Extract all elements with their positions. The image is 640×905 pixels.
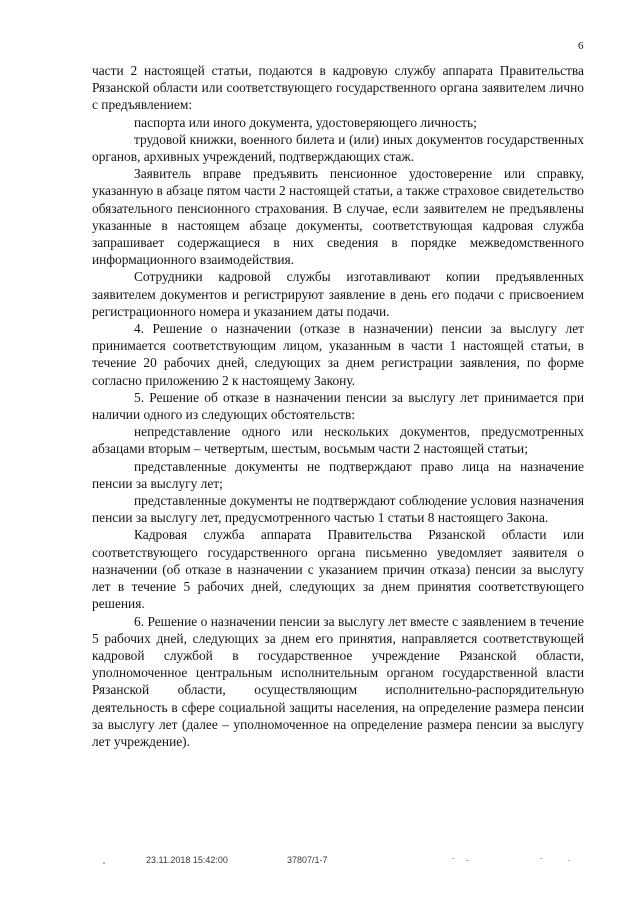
paragraph-applicant-right: Заявитель вправе предъявить пенсионное удостоверение или справку, указанную в абзаце пятом части 2 настоящей статьи, а также страховое свидетельство обязательного пенсионного страхования. В случае, если заявителем не предъявлены указанные в настоящем абзаце документы, соответствующая кадровая служба запрашивает содержащиеся в них сведения в порядке межведомственного информационного взаимодействия. [92,166,584,268]
paragraph-section-4: 4. Решение о назначении (отказе в назначении) пенсии за выслугу лет принимается соответствующим лицом, указанным в части 1 настоящей статьи, в течение 20 рабочих дней, следующих за днем регистрации заявления, по форме согласно приложению 2 к настоящему Закону. [92,321,584,388]
scan-speck [452,858,454,859]
scan-speck [568,860,570,861]
paragraph-nonsubmission: непредставление одного или нескольких документов, предусмотренных абзацами вторым – четвертым, шестым, восьмым части 2 настоящей статьи; [92,424,584,457]
scan-speck [466,860,469,861]
document-body [92,62,584,750]
paragraph-notification: Кадровая служба аппарата Правительства Рязанской области или соответствующего государственного органа письменно уведомляет заявителя о назначении (об отказе в назначении с указанием причин отказа) пенсии за выслугу лет в течение 5 рабочих дней, следующих за днем принятия соответствующего решения. [92,527,584,612]
paragraph-no-right: представленные документы не подтверждают право лица на назначение пенсии за выслугу лет; [92,458,584,491]
footer-timestamp: 23.11.2018 15:42:00 [146,855,228,865]
footer-document-number: 37807/1-7 [287,855,328,865]
scan-speck [103,862,105,864]
paragraph-copies: Сотрудники кадровой службы изготавливают копии предъявленных заявителем документов и регистрируют заявление в день его подачи с присвоением регистрационного номера и указанием даты подачи. [92,269,584,319]
paragraph-no-condition: представленные документы не подтверждают соблюдение условия назначения пенсии за выслугу лет, предусмотренного частью 1 статьи 8 настоящего Закона. [92,493,584,526]
paragraph-section-5: 5. Решение об отказе в назначении пенсии за выслугу лет принимается при наличии одного из следующих обстоятельств: [92,389,584,423]
paragraph-employment-record: трудовой книжки, военного билета и (или) иных документов государственных органов, архивных учреждений, подтверждающих стаж. [92,131,584,165]
paragraph-passport: паспорта или иного документа, удостоверяющего личность; [134,114,477,130]
paragraph-submission: части 2 настоящей статьи, подаются в кадровую службу аппарата Правительства Рязанской области или соответствующего государственного органа заявителем лично с предъявлением: [92,63,584,113]
page-number: 6 [578,40,584,52]
paragraph-section-6: 6. Решение о назначении пенсии за выслугу лет вместе с заявлением в течение 5 рабочих дней, следующих за днем его принятия, направляется соответствующей кадровой службой в государственное учреждение Рязанской области, уполномоченное центральным исполнительным органом государственной власти Рязанской области, осуществляющим исполнительно-распорядительную деятельность в сфере социальной защиты населения, на определение размера пенсии за выслугу лет (далее – уполномоченное на определение размера пенсии за выслугу лет учреждение). [92,613,584,749]
scan-speck [540,858,542,859]
